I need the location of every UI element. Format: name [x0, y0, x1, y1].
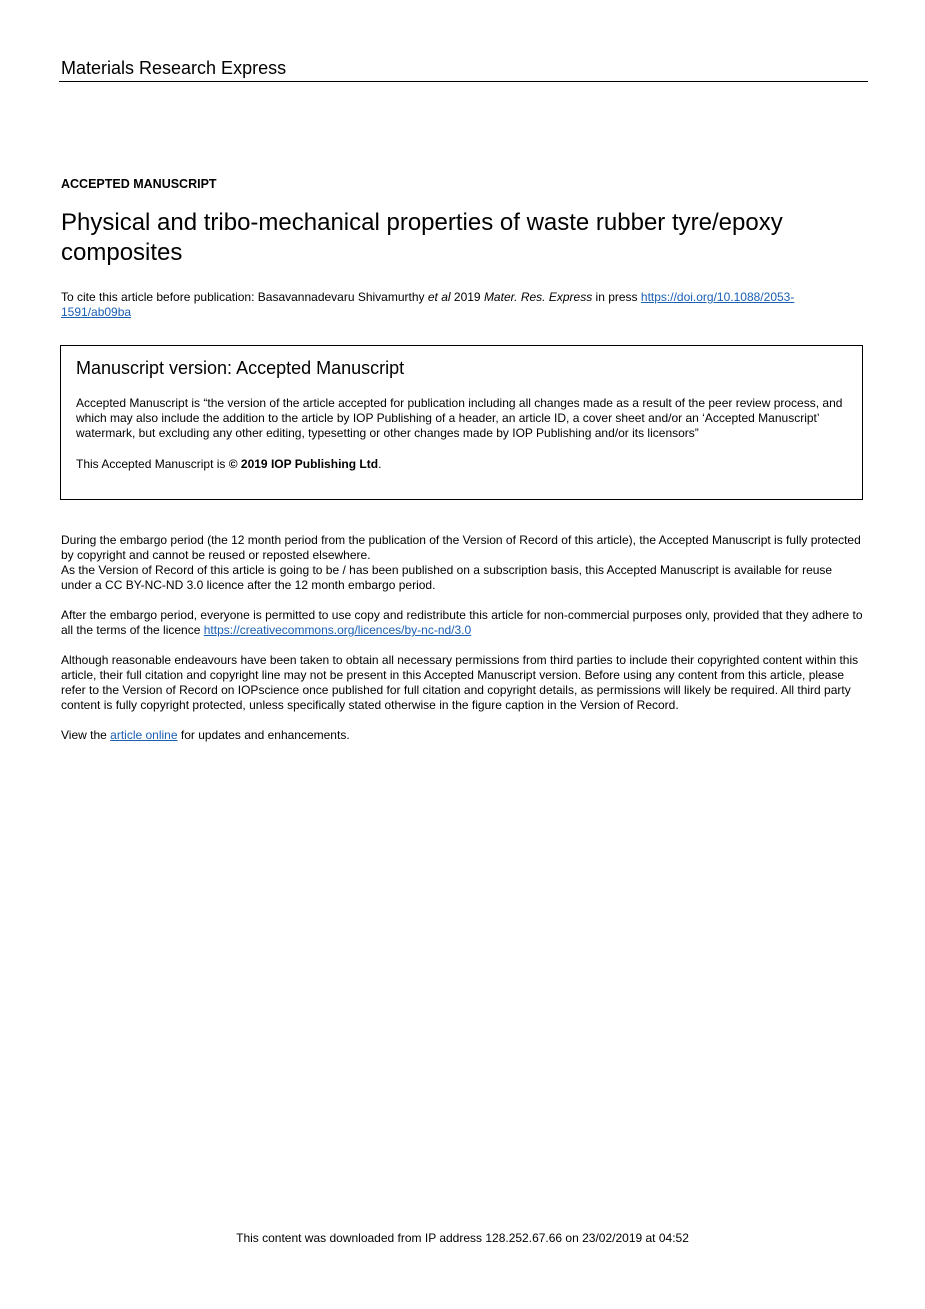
header-rule: [59, 81, 868, 82]
journal-header: Materials Research Express: [61, 58, 287, 78]
citation-journal: Mater. Res. Express: [483, 290, 593, 304]
doi-link[interactable]: https://doi.org/10.1088/2053-1591/ab09ba: [61, 290, 795, 319]
after-embargo-text: After the embargo period, everyone is permitted to use copy and redistribute this article for non-commercial purposes only, provided that they adhere to all the terms of the licence: [61, 608, 863, 637]
article-online-link[interactable]: article online: [110, 728, 178, 742]
embargo-paragraph: [61, 533, 866, 593]
view-prefix: View the: [61, 728, 111, 742]
citation-year: 2019: [450, 290, 484, 304]
licence-link[interactable]: https://creativecommons.org/licences/by-nc-nd/3.0: [203, 623, 472, 637]
version-description: Accepted Manuscript is “the version of the article accepted for publication including all changes made as a result of the peer review process, and which may also include the addition to the article by IOP Publishing of a header, an article ID, a cover sheet and/or an ‘Accepted Manuscript’ watermark, but excluding any other editing, typesetting or other changes made by IOP Publishing and/or its licensors”: [76, 396, 843, 440]
embargo-text-2: As the Version of Record of this article is going to be / has been published on a subscription basis, this Accepted Manuscript is available for reuse under a CC BY-NC-ND 3.0 licence after the 12 month embargo period.: [61, 563, 833, 592]
manuscript-status: ACCEPTED MANUSCRIPT: [61, 177, 217, 191]
manuscript-version-box: [60, 345, 863, 500]
article-title: Physical and tribo-mechanical properties of waste rubber tyre/epoxy composites: [61, 209, 783, 266]
permissions-paragraph: Although reasonable endeavours have been taken to obtain all necessary permissions from third parties to include their copyrighted content within this article, their full citation and copyright line may not be present in this Accepted Manuscript version. Before using any content from this article, please refer to the Version of Record on IOPscience once published for full citation and copyright details, as permissions will likely be required. All third party content is fully copyright protected, unless specifically stated otherwise in the figure caption in the Version of Record.: [61, 653, 859, 712]
citation-in-press: in press: [592, 290, 641, 304]
version-copyright: [76, 457, 381, 472]
copyright-suffix: .: [378, 457, 382, 471]
citation: [61, 290, 851, 320]
licence-text: [61, 533, 866, 758]
after-embargo-paragraph: [61, 608, 866, 638]
view-suffix: for updates and enhancements.: [177, 728, 350, 742]
citation-prefix: To cite this article before publication: Basavannadevaru Shivamurthy: [61, 290, 428, 304]
version-heading: Manuscript version: Accepted Manuscript: [76, 358, 405, 378]
copyright-prefix: This Accepted Manuscript is: [76, 457, 229, 471]
download-footer: This content was downloaded from IP address 128.252.67.66 on 23/02/2019 at 04:52: [236, 1231, 689, 1245]
embargo-text-1: During the embargo period (the 12 month period from the publication of the Version of Record of this article), the Accepted Manuscript is fully protected by copyright and cannot be reused or reposted elsewhere.: [61, 533, 861, 562]
view-online-paragraph: [61, 728, 866, 743]
citation-etal: et al: [427, 290, 451, 304]
copyright-holder: © 2019 IOP Publishing Ltd: [228, 457, 379, 471]
